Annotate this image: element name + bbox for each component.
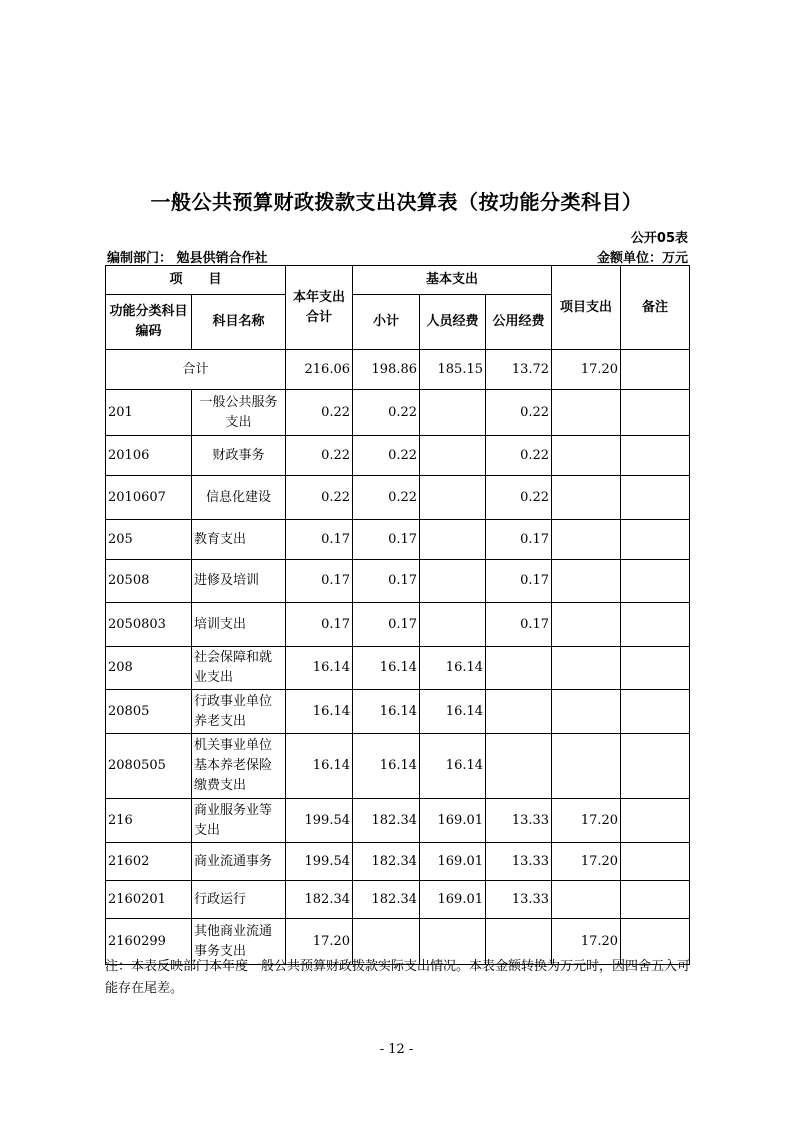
row-total: 17.20	[286, 919, 353, 965]
table-row	[106, 734, 690, 799]
row-total: 0.17	[286, 520, 353, 560]
table-row	[106, 881, 690, 919]
row-remark	[621, 476, 690, 520]
header-project: 项目支出	[552, 266, 621, 350]
row-code: 2010607	[106, 476, 192, 520]
table-row	[106, 647, 690, 690]
row-total: 0.17	[286, 560, 353, 603]
unit-label: 金额单位：万元	[596, 251, 688, 266]
row-remark	[621, 881, 690, 919]
table-row	[106, 603, 690, 647]
row-project	[552, 476, 621, 520]
row-name: 信息化建设	[192, 476, 286, 520]
header-subtotal: 小计	[353, 295, 420, 350]
row-personnel	[420, 390, 486, 436]
row-public: 0.17	[486, 603, 552, 647]
row-total: 16.14	[286, 734, 353, 799]
table-row	[106, 436, 690, 476]
row-project	[552, 520, 621, 560]
row-code: 2080505	[106, 734, 192, 799]
row-code: 21602	[106, 843, 192, 881]
row-subtotal: 182.34	[353, 799, 420, 843]
row-remark	[621, 690, 690, 734]
row-public	[486, 690, 552, 734]
row-personnel: 16.14	[420, 690, 486, 734]
total-remark	[621, 350, 690, 390]
row-subtotal: 0.22	[353, 436, 420, 476]
row-public: 0.22	[486, 476, 552, 520]
total-value: 216.06	[286, 350, 353, 390]
row-subtotal: 182.34	[353, 843, 420, 881]
row-subtotal: 0.17	[353, 520, 420, 560]
row-public: 0.22	[486, 390, 552, 436]
footnote: 注：本表反映部门本年度一般公共预算财政拨款实际支出情况。本表金额转换为万元时，因四舍五入可能存在尾差。	[105, 959, 691, 996]
row-subtotal: 16.14	[353, 647, 420, 690]
row-public: 13.33	[486, 843, 552, 881]
row-subtotal: 16.14	[353, 690, 420, 734]
table-row	[106, 476, 690, 520]
header-basic: 基本支出	[353, 266, 552, 295]
row-name: 社会保障和就业支出	[192, 647, 286, 690]
row-name: 进修及培训	[192, 560, 286, 603]
row-personnel: 169.01	[420, 799, 486, 843]
row-name: 商业流通事务	[192, 843, 286, 881]
row-personnel: 16.14	[420, 647, 486, 690]
row-public: 13.33	[486, 881, 552, 919]
row-code: 2160201	[106, 881, 192, 919]
header-code: 功能分类科目编码	[106, 295, 192, 350]
row-project: 17.20	[552, 843, 621, 881]
row-code: 20805	[106, 690, 192, 734]
row-remark	[621, 520, 690, 560]
total-personnel: 185.15	[420, 350, 486, 390]
header-remark: 备注	[621, 266, 690, 350]
department-label: 编制部门： 勉县供销合作社	[107, 251, 268, 266]
row-project	[552, 390, 621, 436]
row-subtotal: 0.17	[353, 603, 420, 647]
row-code: 208	[106, 647, 192, 690]
row-code: 216	[106, 799, 192, 843]
row-total: 0.22	[286, 390, 353, 436]
table-row	[106, 843, 690, 881]
page-title: 一般公共预算财政拨款支出决算表（按功能分类科目）	[150, 190, 643, 214]
header-name: 科目名称	[192, 295, 286, 350]
row-project: 17.20	[552, 919, 621, 965]
row-subtotal: 182.34	[353, 881, 420, 919]
row-name: 培训支出	[192, 603, 286, 647]
row-project	[552, 436, 621, 476]
table-row	[106, 390, 690, 436]
row-remark	[621, 799, 690, 843]
row-code: 20508	[106, 560, 192, 603]
row-public: 0.17	[486, 520, 552, 560]
row-total: 16.14	[286, 690, 353, 734]
row-total: 182.34	[286, 881, 353, 919]
row-project	[552, 560, 621, 603]
total-row	[106, 350, 690, 390]
table-number: 公开05表	[630, 231, 688, 246]
row-public: 0.22	[486, 436, 552, 476]
row-name: 财政事务	[192, 436, 286, 476]
row-personnel: 169.01	[420, 843, 486, 881]
row-code: 20106	[106, 436, 192, 476]
row-subtotal: 0.22	[353, 390, 420, 436]
header-personnel: 人员经费	[420, 295, 486, 350]
row-project: 17.20	[552, 799, 621, 843]
row-project	[552, 734, 621, 799]
table-row	[106, 690, 690, 734]
row-code: 205	[106, 520, 192, 560]
row-personnel	[420, 560, 486, 603]
row-name: 一般公共服务支出	[192, 390, 286, 436]
header-item: 项 目	[106, 266, 286, 295]
row-name: 其他商业流通事务支出	[192, 919, 286, 965]
budget-table	[105, 265, 690, 965]
row-remark	[621, 436, 690, 476]
row-remark	[621, 390, 690, 436]
row-code: 201	[106, 390, 192, 436]
row-public: 13.33	[486, 799, 552, 843]
row-subtotal: 0.22	[353, 476, 420, 520]
table-row	[106, 520, 690, 560]
row-personnel: 169.01	[420, 881, 486, 919]
page-number: - 12 -	[379, 1042, 414, 1057]
row-subtotal: 0.17	[353, 560, 420, 603]
row-total: 0.17	[286, 603, 353, 647]
total-public: 13.72	[486, 350, 552, 390]
table-row	[106, 799, 690, 843]
total-subtotal: 198.86	[353, 350, 420, 390]
row-subtotal: 16.14	[353, 734, 420, 799]
row-personnel: 16.14	[420, 734, 486, 799]
row-project	[552, 603, 621, 647]
row-name: 商业服务业等支出	[192, 799, 286, 843]
row-total: 0.22	[286, 436, 353, 476]
row-personnel	[420, 603, 486, 647]
row-remark	[621, 603, 690, 647]
row-code: 2050803	[106, 603, 192, 647]
row-name: 机关事业单位基本养老保险缴费支出	[192, 734, 286, 799]
row-total: 16.14	[286, 647, 353, 690]
total-project: 17.20	[552, 350, 621, 390]
row-name: 行政事业单位养老支出	[192, 690, 286, 734]
header-public: 公用经费	[486, 295, 552, 350]
total-label: 合计	[106, 350, 286, 390]
table-row	[106, 560, 690, 603]
row-project	[552, 881, 621, 919]
row-remark	[621, 647, 690, 690]
row-personnel	[420, 520, 486, 560]
row-remark	[621, 734, 690, 799]
row-total: 199.54	[286, 799, 353, 843]
row-remark	[621, 843, 690, 881]
row-public	[486, 647, 552, 690]
row-public: 0.17	[486, 560, 552, 603]
row-project	[552, 690, 621, 734]
row-personnel	[420, 476, 486, 520]
row-name: 教育支出	[192, 520, 286, 560]
row-personnel	[420, 436, 486, 476]
row-code: 2160299	[106, 919, 192, 965]
row-project	[552, 647, 621, 690]
row-total: 199.54	[286, 843, 353, 881]
row-total: 0.22	[286, 476, 353, 520]
row-remark	[621, 560, 690, 603]
row-name: 行政运行	[192, 881, 286, 919]
row-public	[486, 734, 552, 799]
header-total: 本年支出合计	[286, 266, 353, 350]
